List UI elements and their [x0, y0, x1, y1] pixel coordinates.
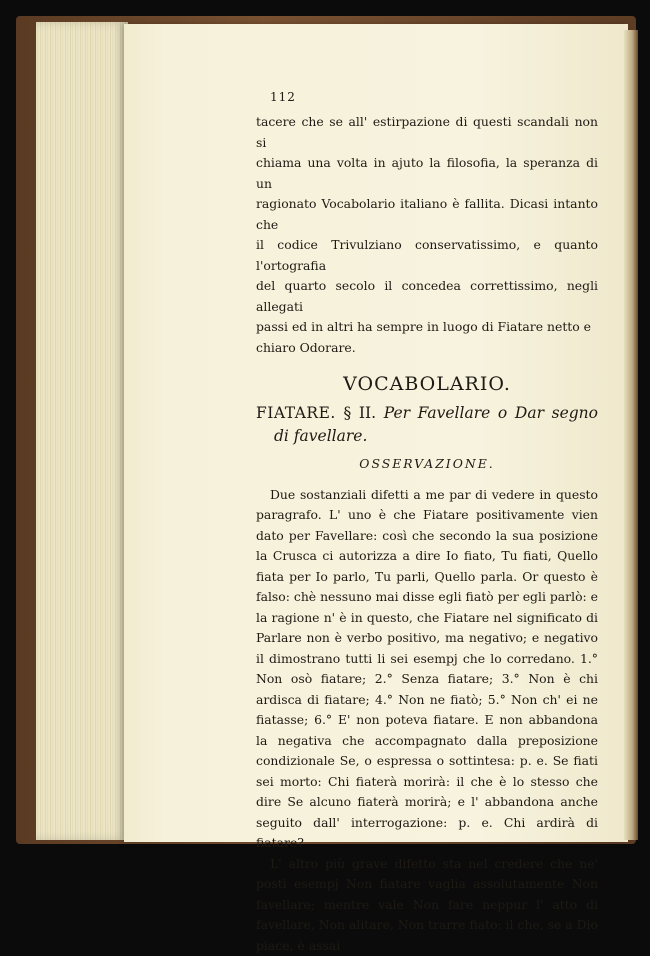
- intro-paragraph: [256, 112, 598, 358]
- entry-section: § II.: [343, 404, 376, 422]
- dictionary-entry: [256, 402, 598, 448]
- intro-line: tacere che se all' estirpazione di questi scandali non si: [256, 112, 598, 153]
- subheading: OSSERVAZIONE.: [256, 454, 598, 475]
- paragraph-1: Due sostanziali difetti a me par di vedere in questo paragrafo. L' uno è che Fiatare positivamente vien dato per Favellare: così che secondo la sua posizione la Crusca ci autorizza a dire Io fiato, Tu fiati, Quello fiata per Io parlo, Tu parli, Quello parla. Or questo è falso: chè nessuno mai disse egli fiatò per egli parlò: e la ragione n' è in questo, che Fiatare nel significato di Parlare non è verbo positivo, ma negativo; e negativo il dimostrano tutti li sei esempj che lo corredano. 1.° Non osò fiatare; 2.° Senza fiatare; 3.° Non è chi ardisca di fiatare; 4.° Non ne fiatò; 5.° Non ch' ei ne fiatasse; 6.° E' non poteva fiatare. E non abbandona la negativa che accompagnato dalla preposizione condizionale Se, o espressa o sottintesa: p. e. Se fiati sei morto: Chi fiaterà morirà: il che è lo stesso che dire Se alcuno fiaterà morirà; e l' abbandona anche seguito dall' interrogazione: p. e. Chi ardirà di fiatare?: [256, 485, 598, 854]
- intro-line: il codice Trivulziano conservatissimo, e quanto l'ortografia: [256, 235, 598, 276]
- page-text: [256, 112, 598, 956]
- book-gutter: [624, 30, 638, 840]
- intro-line: chiaro Odorare.: [256, 338, 598, 359]
- intro-line: del quarto secolo il concedea correttissimo, negli allegati: [256, 276, 598, 317]
- section-heading: VOCABOLARIO.: [256, 372, 598, 396]
- page-edges: [36, 22, 128, 840]
- intro-line: ragionato Vocabolario italiano è fallita. Dicasi intanto che: [256, 194, 598, 235]
- entry-definition: Per Favellare o Dar segno di favellare.: [274, 404, 598, 445]
- page-number: 112: [270, 90, 296, 104]
- intro-line: chiama una volta in ajuto la filosofia, la speranza di un: [256, 153, 598, 194]
- entry-lemma: FIATARE.: [256, 404, 336, 422]
- intro-line: passi ed in altri ha sempre in luogo di Fiatare netto e: [256, 317, 598, 338]
- paragraph-2: L' altro più grave difetto sta nel credere che ne' posti esempj Non fiatare vaglia assolutamente Non favellare; mentre vale Non fare neppur l' atto di favellare, Non alitare, Non trarre fiato: il che, se a Dio piace, è assai: [256, 854, 598, 956]
